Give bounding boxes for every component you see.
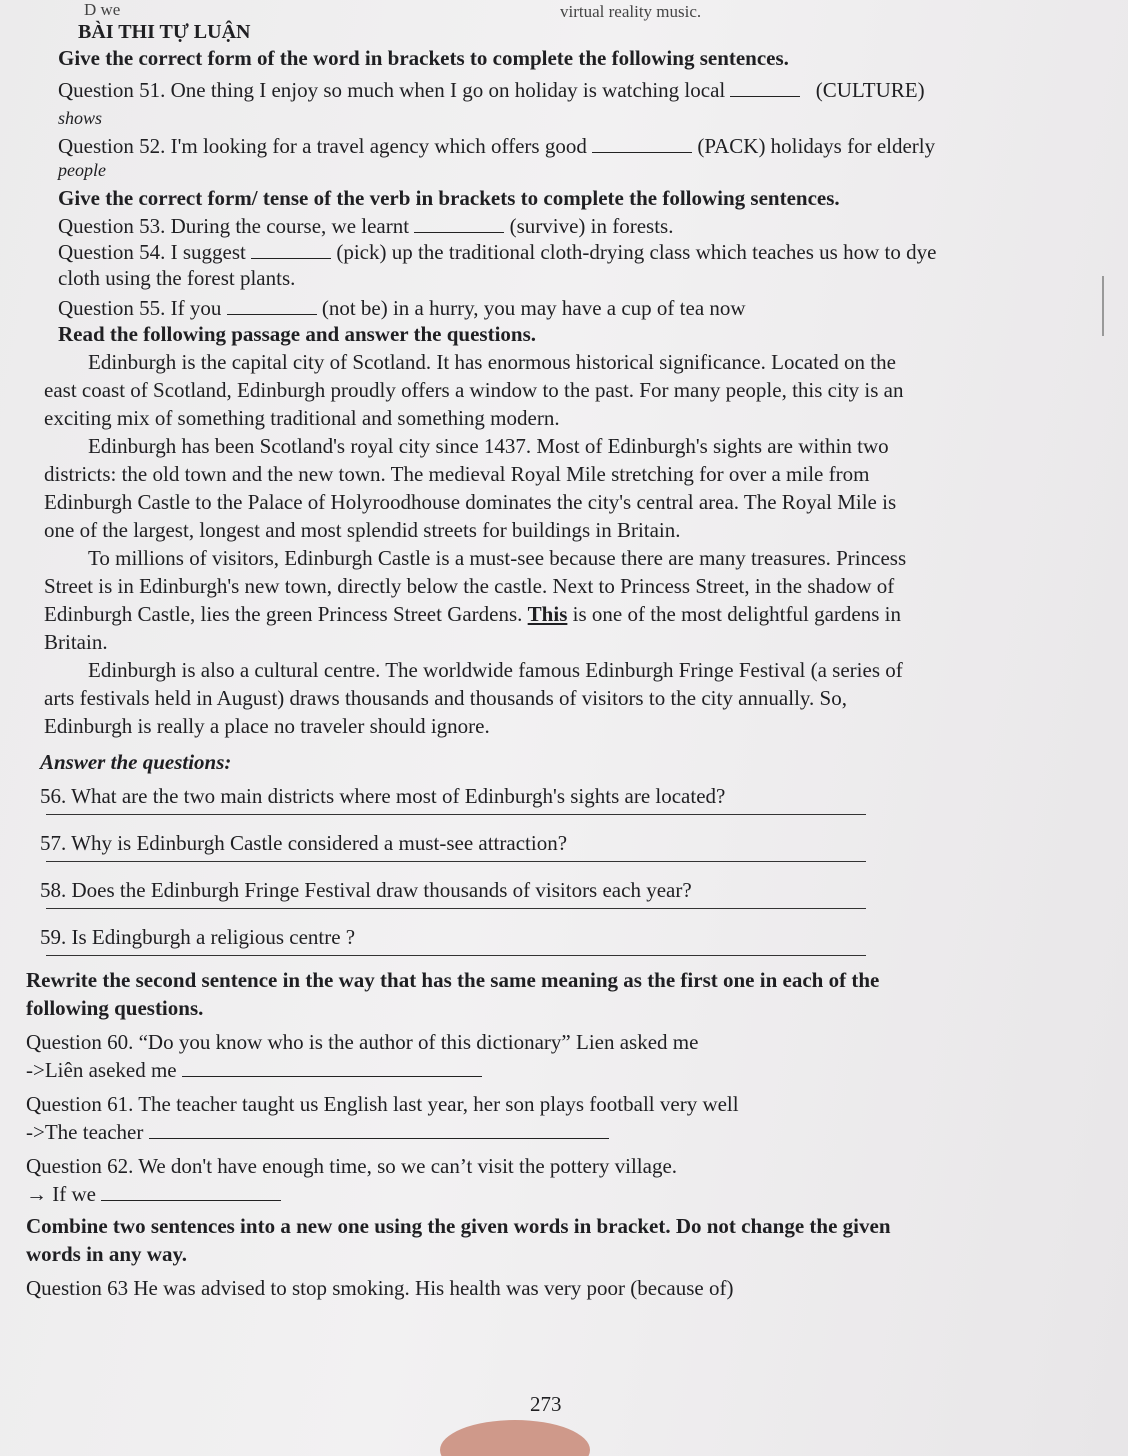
passage-p3-line-3-end: is one of the most delightful gardens in — [572, 602, 901, 626]
question-62-answer-line[interactable] — [101, 1182, 281, 1201]
question-60-answer-line[interactable] — [182, 1058, 482, 1077]
question-60-answer — [26, 1056, 1096, 1084]
combine-instruction-line-2: words in any way. — [26, 1242, 188, 1266]
question-61-answer-line[interactable] — [149, 1120, 609, 1139]
answer-title: Answer the questions: — [40, 750, 232, 774]
answer-line-59[interactable] — [46, 955, 866, 956]
question-54-blank[interactable] — [251, 240, 331, 259]
question-55-hint: (not be) in a hurry, you may have a cup of tea now — [321, 296, 746, 320]
question-51-blank[interactable] — [730, 78, 800, 97]
question-55-blank[interactable] — [227, 296, 317, 315]
rewrite-instruction-line-2: following questions. — [26, 996, 204, 1020]
question-55-text: Question 55. If you — [58, 296, 222, 320]
rewrite-instruction-line-1: Rewrite the second sentence in the way that has the same meaning as the first one in each of the — [26, 968, 880, 992]
passage-p4-line-1: Edinburgh is also a cultural centre. The worldwide famous Edinburgh Fringe Festival (a series of — [88, 658, 903, 682]
passage-p4-line-2: arts festivals held in August) draws thousands and thousands of visitors to the city annually. So, — [44, 686, 847, 710]
combine-section — [26, 1212, 1096, 1302]
question-60-start: ->Liên aseked me — [26, 1058, 177, 1082]
question-61-answer — [26, 1118, 1096, 1146]
question-53-blank[interactable] — [414, 214, 504, 233]
passage-p2-line-1: Edinburgh has been Scotland's royal city since 1437. Most of Edinburgh's sights are within two — [88, 434, 889, 458]
question-51 — [58, 76, 1128, 104]
question-54-continuation: cloth using the forest plants. — [58, 266, 296, 290]
question-56: 56. What are the two main districts where most of Edinburgh's sights are located? — [40, 784, 726, 808]
reading-instruction: Read the following passage and answer the questions. — [58, 322, 537, 346]
section-b-instruction: Give the correct form/ tense of the verb in brackets to complete the following sentences. — [58, 186, 840, 210]
passage-p3-line-3-start: Edinburgh Castle, lies the green Princess Street Gardens. — [44, 602, 523, 626]
passage-p2-line-3: Edinburgh Castle to the Palace of Holyroodhouse dominates the city's central area. The Royal Mile is — [44, 490, 897, 514]
passage-p3-line-4: Britain. — [44, 630, 108, 654]
question-52-continuation: people — [58, 160, 106, 180]
answer-questions — [40, 748, 1110, 956]
passage-p4-line-3: Edinburgh is really a place no traveler should ignore. — [44, 714, 490, 738]
passage-p1-line-3: exciting mix of something traditional and something modern. — [44, 406, 560, 430]
combine-instruction-line-1: Combine two sentences into a new one using the given words in bracket. Do not change the given — [26, 1214, 891, 1238]
question-51-hint: (CULTURE) — [815, 78, 925, 102]
question-54-hint: (pick) up the traditional cloth-drying class which teaches us how to dye — [336, 240, 937, 264]
section-a-instruction: Give the correct form of the word in brackets to complete the following sentences. — [58, 46, 789, 70]
question-62: Question 62. We don't have enough time, so we can’t visit the pottery village. — [26, 1154, 678, 1178]
passage-this-reference: This — [527, 602, 568, 626]
question-53-text: Question 53. During the course, we learnt — [58, 214, 410, 238]
question-51-text: Question 51. One thing I enjoy so much when I go on holiday is watching local — [58, 78, 726, 102]
question-60: Question 60. “Do you know who is the author of this dictionary” Lien asked me — [26, 1030, 699, 1054]
exam-title: BÀI THI TỰ LUẬN — [78, 21, 251, 43]
header-fragment-right: virtual reality music. — [560, 2, 702, 21]
question-53 — [58, 212, 1128, 240]
question-63: Question 63 He was advised to stop smoking. His health was very poor (because of) — [26, 1276, 734, 1300]
header-fragment-left: D we — [84, 0, 121, 19]
answer-line-56[interactable] — [46, 814, 866, 815]
passage-p3-line-1: To millions of visitors, Edinburgh Castle is a must-see because there are many treasures. Princess — [88, 546, 907, 570]
passage-p3-line-2: Street is in Edinburgh's new town, directly below the castle. Next to Princess Street, in the shadow of — [44, 574, 895, 598]
question-61-start: ->The teacher — [26, 1120, 144, 1144]
question-58: 58. Does the Edinburgh Fringe Festival draw thousands of visitors each year? — [40, 878, 692, 902]
passage — [44, 348, 1114, 740]
passage-p3-line-3 — [44, 600, 1114, 628]
question-59: 59. Is Edingburgh a religious centre ? — [40, 925, 356, 949]
question-53-hint: (survive) in forests. — [509, 214, 674, 238]
question-51-continuation: shows — [58, 108, 103, 128]
question-57: 57. Why is Edinburgh Castle considered a must-see attraction? — [40, 831, 568, 855]
passage-p1-line-2: east coast of Scotland, Edinburgh proudly offers a window to the past. For many people, this city is an — [44, 378, 904, 402]
rewrite-section — [26, 966, 1096, 1208]
page-number: 273 — [530, 1392, 562, 1416]
question-54-text: Question 54. I suggest — [58, 240, 246, 264]
question-52-text: Question 52. I'm looking for a travel agency which offers good — [58, 134, 587, 158]
question-54 — [58, 238, 1128, 266]
passage-p1-line-1: Edinburgh is the capital city of Scotland. It has enormous historical significance. Located on the — [88, 350, 896, 374]
passage-p2-line-4: one of the largest, longest and most splendid streets for buildings in Britain. — [44, 518, 681, 542]
answer-line-58[interactable] — [46, 908, 866, 909]
question-62-start: → If we — [26, 1182, 96, 1206]
question-55 — [58, 294, 1128, 322]
question-61: Question 61. The teacher taught us English last year, her son plays football very well — [26, 1092, 739, 1116]
question-52-hint: (PACK) holidays for elderly — [697, 134, 936, 158]
answer-line-57[interactable] — [46, 861, 866, 862]
passage-p2-line-2: districts: the old town and the new town. The medieval Royal Mile stretching for over a mile from — [44, 462, 870, 486]
question-52-blank[interactable] — [592, 134, 692, 153]
question-62-answer — [26, 1180, 1096, 1208]
worksheet — [26, 0, 1096, 1456]
